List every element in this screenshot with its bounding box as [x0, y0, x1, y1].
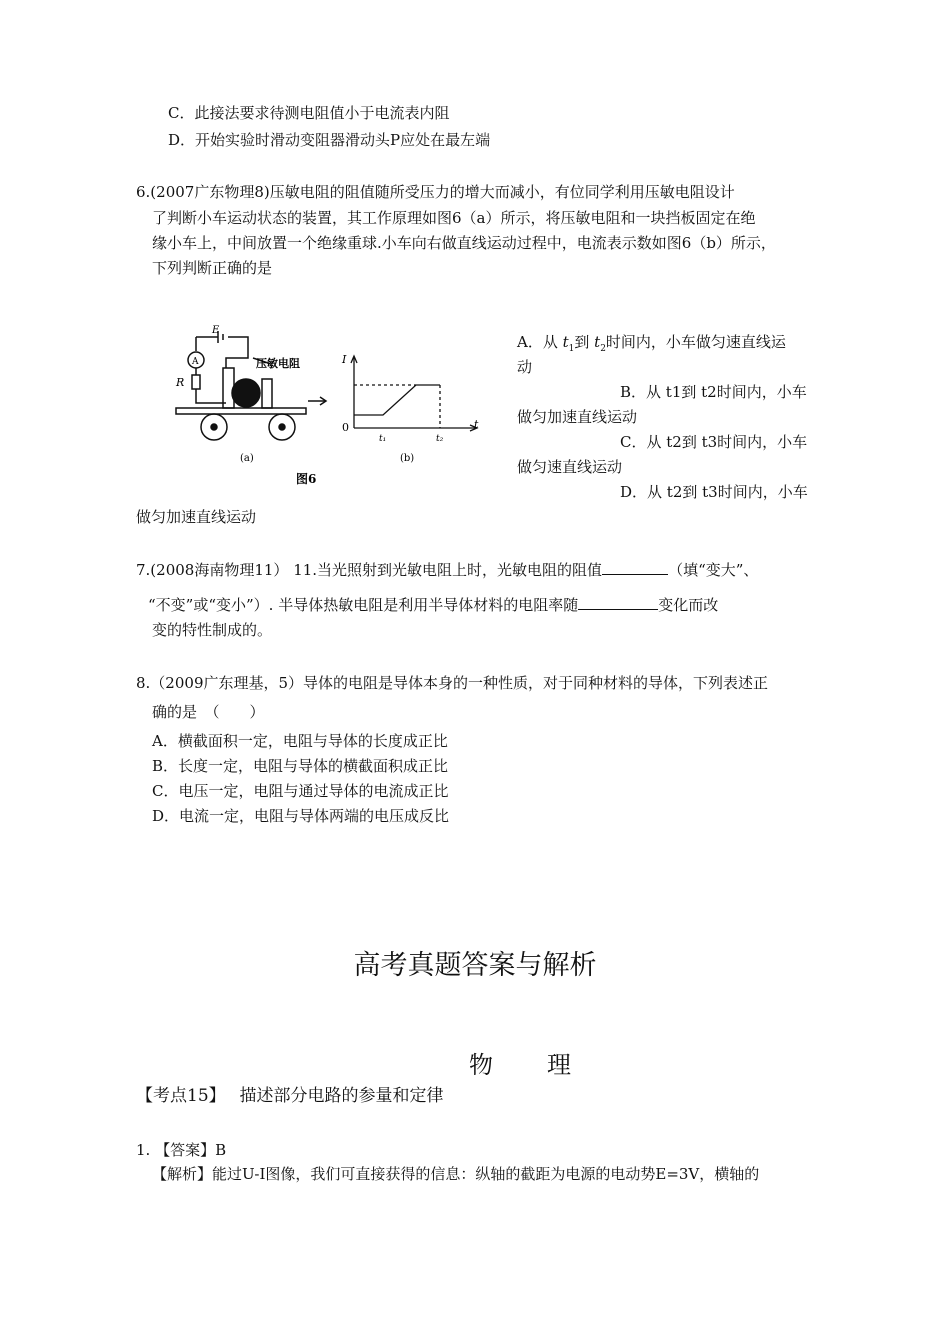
topic-heading: 【考点15】 描述部分电路的参量和定律: [136, 1086, 444, 1106]
tick-t2: t₂: [436, 434, 444, 444]
label-e: E: [212, 325, 220, 336]
q8-line-2: 确的是 （ ）: [152, 703, 265, 721]
label-a: A: [192, 357, 199, 367]
tick-t1: t₁: [379, 434, 387, 444]
answer-blank-2: [578, 595, 658, 610]
q8-line-1: 8.（2009广东理基，5）导体的电阻是导体本身的一种性质，对于同种材料的导体，下列表述正: [136, 674, 769, 692]
q6-option-b: B．从 t1到 t2时间内，小车: [620, 383, 807, 401]
label-resistor: 压敏电阻: [256, 357, 300, 370]
figure-6: [168, 323, 488, 488]
q8-option-c: C．电压一定，电阻与通过导体的电流成正比: [152, 782, 449, 800]
caption-fig6: 图6: [296, 472, 317, 486]
q5-option-c: C．此接法要求待测电阻值小于电流表内阻: [168, 104, 450, 122]
q7-line-3: 变的特性制成的。: [152, 621, 273, 639]
q6-line-2: 了判断小车运动状态的装置，其工作原理如图6（a）所示，将压敏电阻和一块挡板固定在绝: [152, 209, 756, 227]
q6-option-b-cont: 做匀加速直线运动: [517, 408, 638, 426]
axis-origin: 0: [342, 421, 349, 434]
answer-1-explanation: 【解析】能过U-I图像，我们可直接获得的信息：纵轴的截距为电源的电动势E=3V，横轴的: [152, 1165, 760, 1183]
q6-option-a-cont: 动: [517, 358, 533, 376]
caption-a: (a): [240, 453, 254, 464]
q6-option-c-cont: 做匀速直线运动: [517, 458, 623, 476]
q8-option-b: B．长度一定，电阻与导体的横截面积成正比: [152, 757, 449, 775]
subject-title: 物 理: [469, 1051, 573, 1079]
q6-option-d-cont: 做匀加速直线运动: [136, 508, 257, 526]
q6-option-d: D．从 t2到 t3时间内，小车: [620, 483, 808, 501]
q6-line-1: 6.(2007广东物理8)压敏电阻的阻值随所受压力的增大而减小，有位同学利用压敏电阻设计: [136, 183, 735, 201]
answer-blank-1: [602, 560, 668, 575]
q6-line-4: 下列判断正确的是: [152, 259, 273, 277]
axis-t: t: [474, 418, 479, 431]
q8-option-a: A．横截面积一定，电阻与导体的长度成正比: [152, 732, 448, 750]
q5-option-d: D．开始实验时滑动变阻器滑动头P应处在最左端: [168, 131, 491, 149]
q6-option-c: C．从 t2到 t3时间内，小车: [620, 433, 808, 451]
q6-line-3: 缘小车上，中间放置一个绝缘重球.小车向右做直线运动过程中，电流表示数如图6（b）所示，: [152, 234, 776, 252]
caption-b: (b): [400, 453, 415, 464]
q7-line-2: “不变”或“变小”）. 半导体热敏电阻是利用半导体材料的电阻率随 变化而改: [148, 596, 719, 614]
q7-line-1: 7.(2008海南物理11） 11.当光照射到光敏电阻上时，光敏电阻的阻值 （填“变大”、: [136, 561, 759, 579]
q8-option-d: D．电流一定，电阻与导体两端的电压成反比: [152, 807, 450, 825]
q6-option-a: A．从 $t_1$到 $t_2$时间内，小车做匀速直线运: [517, 333, 786, 354]
axis-i: I: [342, 353, 347, 366]
section-title: 高考真题答案与解析: [353, 950, 597, 981]
answer-1: 1. 【答案】B: [136, 1141, 227, 1159]
label-r: R: [176, 376, 185, 389]
